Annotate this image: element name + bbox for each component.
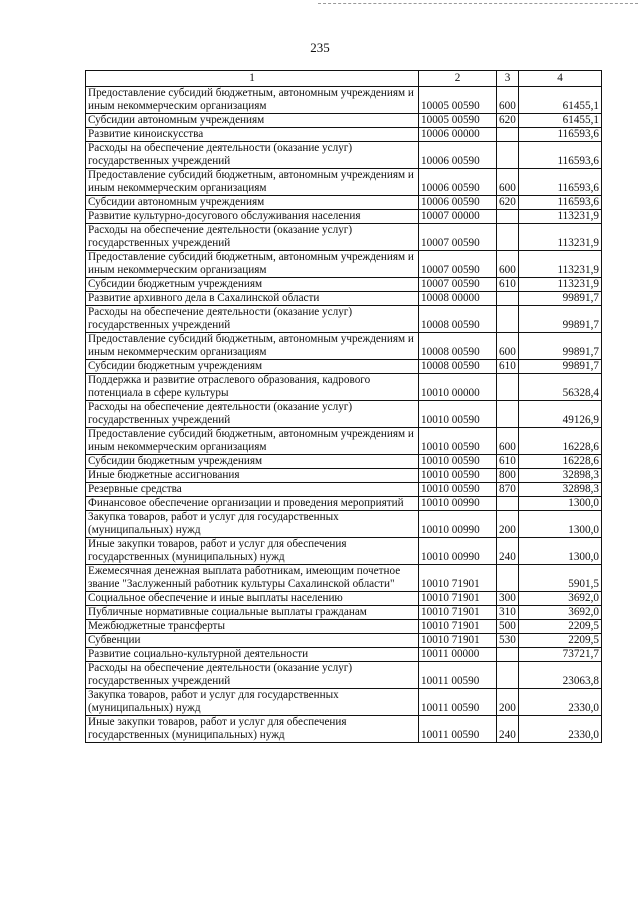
- row-type-cell: 500: [497, 620, 519, 634]
- row-code-cell: 10007 00000: [419, 210, 497, 224]
- row-name-cell: Субсидии бюджетным учреждениям: [86, 278, 419, 292]
- row-name-cell: Субсидии автономным учреждениям: [86, 196, 419, 210]
- table-row: [86, 333, 602, 360]
- row-name-cell: Предоставление субсидий бюджетным, автономным учреждениям и иным некоммерческим организациям: [86, 333, 419, 360]
- row-name-cell: Закупка товаров, работ и услуг для государственных (муниципальных) нужд: [86, 689, 419, 716]
- row-sum-cell: 116593,6: [519, 169, 602, 196]
- row-name-cell: Поддержка и развитие отраслевого образования, кадрового потенциала в сфере культуры: [86, 374, 419, 401]
- row-code-cell: 10006 00590: [419, 142, 497, 169]
- row-code-cell: 10010 00590: [419, 401, 497, 428]
- row-code-cell: 10010 00000: [419, 374, 497, 401]
- row-type-cell: 610: [497, 278, 519, 292]
- row-code-cell: 10010 71901: [419, 565, 497, 592]
- header-col-3: 3: [497, 71, 519, 87]
- row-sum-cell: 2330,0: [519, 716, 602, 743]
- row-type-cell: [497, 128, 519, 142]
- row-name-cell: Субсидии бюджетным учреждениям: [86, 360, 419, 374]
- header-col-2: 2: [419, 71, 497, 87]
- row-sum-cell: 16228,6: [519, 455, 602, 469]
- row-sum-cell: 16228,6: [519, 428, 602, 455]
- row-code-cell: 10007 00590: [419, 224, 497, 251]
- row-name-cell: Межбюджетные трансферты: [86, 620, 419, 634]
- row-code-cell: 10006 00000: [419, 128, 497, 142]
- table-row: [86, 128, 602, 142]
- table-row: [86, 306, 602, 333]
- table-row: [86, 428, 602, 455]
- row-name-cell: Расходы на обеспечение деятельности (оказание услуг) государственных учреждений: [86, 142, 419, 169]
- row-type-cell: [497, 662, 519, 689]
- row-type-cell: [497, 210, 519, 224]
- row-sum-cell: 2209,5: [519, 620, 602, 634]
- row-code-cell: 10010 00590: [419, 428, 497, 455]
- table-row: [86, 648, 602, 662]
- table-row: [86, 401, 602, 428]
- row-type-cell: 600: [497, 428, 519, 455]
- row-type-cell: 530: [497, 634, 519, 648]
- row-code-cell: 10005 00590: [419, 87, 497, 114]
- row-type-cell: 600: [497, 333, 519, 360]
- table-row: [86, 497, 602, 511]
- row-name-cell: Развитие архивного дела в Сахалинской области: [86, 292, 419, 306]
- row-type-cell: [497, 224, 519, 251]
- row-sum-cell: 32898,3: [519, 483, 602, 497]
- row-name-cell: Расходы на обеспечение деятельности (оказание услуг) государственных учреждений: [86, 306, 419, 333]
- row-code-cell: 10010 71901: [419, 592, 497, 606]
- row-sum-cell: 56328,4: [519, 374, 602, 401]
- row-code-cell: 10011 00000: [419, 648, 497, 662]
- row-code-cell: 10011 00590: [419, 716, 497, 743]
- row-name-cell: Расходы на обеспечение деятельности (оказание услуг) государственных учреждений: [86, 224, 419, 251]
- row-type-cell: 200: [497, 511, 519, 538]
- row-sum-cell: 113231,9: [519, 224, 602, 251]
- row-type-cell: [497, 374, 519, 401]
- row-sum-cell: 99891,7: [519, 306, 602, 333]
- row-name-cell: Ежемесячная денежная выплата работникам, имеющим почетное звание "Заслуженный работник культуры Сахалинской области": [86, 565, 419, 592]
- row-code-cell: 10010 71901: [419, 606, 497, 620]
- row-sum-cell: 116593,6: [519, 128, 602, 142]
- table-row: [86, 606, 602, 620]
- row-type-cell: 310: [497, 606, 519, 620]
- row-name-cell: Иные бюджетные ассигнования: [86, 469, 419, 483]
- row-code-cell: 10006 00590: [419, 169, 497, 196]
- row-code-cell: 10010 00990: [419, 538, 497, 565]
- table-row: [86, 716, 602, 743]
- row-name-cell: Развитие социально-культурной деятельности: [86, 648, 419, 662]
- header-col-4: 4: [519, 71, 602, 87]
- budget-table: [85, 70, 602, 743]
- row-type-cell: [497, 565, 519, 592]
- table-row: [86, 251, 602, 278]
- row-type-cell: 620: [497, 114, 519, 128]
- row-sum-cell: 3692,0: [519, 606, 602, 620]
- table-row: [86, 224, 602, 251]
- table-row: [86, 592, 602, 606]
- table-row: [86, 87, 602, 114]
- row-type-cell: 300: [497, 592, 519, 606]
- row-sum-cell: 2209,5: [519, 634, 602, 648]
- row-name-cell: Социальное обеспечение и иные выплаты населению: [86, 592, 419, 606]
- row-type-cell: 240: [497, 538, 519, 565]
- header-col-1: 1: [86, 71, 419, 87]
- row-code-cell: 10010 00590: [419, 455, 497, 469]
- table-row: [86, 634, 602, 648]
- row-sum-cell: 61455,1: [519, 87, 602, 114]
- row-type-cell: [497, 401, 519, 428]
- row-type-cell: 600: [497, 251, 519, 278]
- table-row: [86, 511, 602, 538]
- row-name-cell: Субвенции: [86, 634, 419, 648]
- table-row: [86, 278, 602, 292]
- row-sum-cell: 99891,7: [519, 292, 602, 306]
- row-code-cell: 10010 00990: [419, 511, 497, 538]
- row-code-cell: 10007 00590: [419, 278, 497, 292]
- table-row: [86, 469, 602, 483]
- table-row: [86, 483, 602, 497]
- page-number: 235: [310, 40, 330, 55]
- row-code-cell: 10010 00990: [419, 497, 497, 511]
- row-name-cell: Расходы на обеспечение деятельности (оказание услуг) государственных учреждений: [86, 401, 419, 428]
- row-type-cell: 600: [497, 87, 519, 114]
- row-sum-cell: 99891,7: [519, 360, 602, 374]
- row-code-cell: 10008 00590: [419, 360, 497, 374]
- row-sum-cell: 113231,9: [519, 210, 602, 224]
- row-sum-cell: 5901,5: [519, 565, 602, 592]
- row-sum-cell: 1300,0: [519, 511, 602, 538]
- table-row: [86, 455, 602, 469]
- row-name-cell: Субсидии бюджетным учреждениям: [86, 455, 419, 469]
- table-row: [86, 114, 602, 128]
- row-sum-cell: 113231,9: [519, 278, 602, 292]
- row-sum-cell: 1300,0: [519, 497, 602, 511]
- table-row: [86, 360, 602, 374]
- row-code-cell: 10008 00590: [419, 306, 497, 333]
- row-code-cell: 10008 00590: [419, 333, 497, 360]
- table-row: [86, 538, 602, 565]
- row-code-cell: 10011 00590: [419, 689, 497, 716]
- row-name-cell: Иные закупки товаров, работ и услуг для обеспечения государственных (муниципальных) нужд: [86, 538, 419, 565]
- row-name-cell: Расходы на обеспечение деятельности (оказание услуг) государственных учреждений: [86, 662, 419, 689]
- table-row: [86, 142, 602, 169]
- row-name-cell: Резервные средства: [86, 483, 419, 497]
- row-name-cell: Иные закупки товаров, работ и услуг для обеспечения государственных (муниципальных) нужд: [86, 716, 419, 743]
- row-name-cell: Предоставление субсидий бюджетным, автономным учреждениям и иным некоммерческим организациям: [86, 428, 419, 455]
- row-name-cell: Финансовое обеспечение организации и проведения мероприятий: [86, 497, 419, 511]
- table-row: [86, 689, 602, 716]
- row-name-cell: Закупка товаров, работ и услуг для государственных (муниципальных) нужд: [86, 511, 419, 538]
- row-name-cell: Публичные нормативные социальные выплаты гражданам: [86, 606, 419, 620]
- row-name-cell: Развитие киноискусства: [86, 128, 419, 142]
- row-code-cell: 10006 00590: [419, 196, 497, 210]
- row-code-cell: 10007 00590: [419, 251, 497, 278]
- row-code-cell: 10010 00590: [419, 469, 497, 483]
- row-name-cell: Субсидии автономным учреждениям: [86, 114, 419, 128]
- table-row: [86, 292, 602, 306]
- row-name-cell: Предоставление субсидий бюджетным, автономным учреждениям и иным некоммерческим организациям: [86, 251, 419, 278]
- row-sum-cell: 61455,1: [519, 114, 602, 128]
- row-code-cell: 10011 00590: [419, 662, 497, 689]
- row-type-cell: 600: [497, 169, 519, 196]
- row-type-cell: [497, 648, 519, 662]
- top-rule: [318, 3, 638, 4]
- row-sum-cell: 116593,6: [519, 142, 602, 169]
- row-sum-cell: 3692,0: [519, 592, 602, 606]
- row-type-cell: 800: [497, 469, 519, 483]
- row-name-cell: Предоставление субсидий бюджетным, автономным учреждениям и иным некоммерческим организациям: [86, 169, 419, 196]
- row-type-cell: [497, 142, 519, 169]
- row-code-cell: 10005 00590: [419, 114, 497, 128]
- row-sum-cell: 113231,9: [519, 251, 602, 278]
- row-type-cell: 610: [497, 455, 519, 469]
- table-row: [86, 374, 602, 401]
- row-name-cell: Развитие культурно-досугового обслуживания населения: [86, 210, 419, 224]
- row-code-cell: 10010 71901: [419, 634, 497, 648]
- row-name-cell: Предоставление субсидий бюджетным, автономным учреждениям и иным некоммерческим организациям: [86, 87, 419, 114]
- table-row: [86, 169, 602, 196]
- table-row: [86, 620, 602, 634]
- row-type-cell: 610: [497, 360, 519, 374]
- row-type-cell: 870: [497, 483, 519, 497]
- row-code-cell: 10010 00590: [419, 483, 497, 497]
- row-code-cell: 10008 00000: [419, 292, 497, 306]
- row-sum-cell: 73721,7: [519, 648, 602, 662]
- table-row: [86, 196, 602, 210]
- row-sum-cell: 99891,7: [519, 333, 602, 360]
- row-type-cell: [497, 292, 519, 306]
- row-type-cell: 200: [497, 689, 519, 716]
- row-sum-cell: 32898,3: [519, 469, 602, 483]
- row-sum-cell: 1300,0: [519, 538, 602, 565]
- row-type-cell: [497, 497, 519, 511]
- row-type-cell: 620: [497, 196, 519, 210]
- row-sum-cell: 2330,0: [519, 689, 602, 716]
- table-row: [86, 565, 602, 592]
- row-type-cell: [497, 306, 519, 333]
- row-code-cell: 10010 71901: [419, 620, 497, 634]
- row-type-cell: 240: [497, 716, 519, 743]
- table-row: [86, 662, 602, 689]
- row-sum-cell: 49126,9: [519, 401, 602, 428]
- header-row: [86, 71, 602, 87]
- table-row: [86, 210, 602, 224]
- row-sum-cell: 23063,8: [519, 662, 602, 689]
- row-sum-cell: 116593,6: [519, 196, 602, 210]
